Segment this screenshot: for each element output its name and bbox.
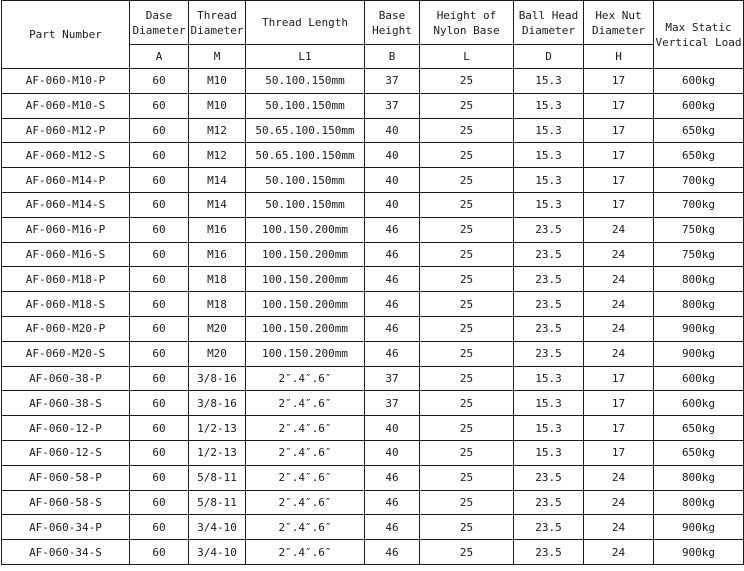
hex-nut-diameter-cell: 17 <box>584 192 654 217</box>
symbol-cell: L <box>420 45 514 69</box>
max-load-header <box>654 1 744 69</box>
base-height-cell: 40 <box>365 192 420 217</box>
ball-head-diameter-header <box>514 1 584 45</box>
thread-length-cell: 2″.4″.6″ <box>246 440 365 465</box>
base-diameter-cell: 60 <box>130 341 189 366</box>
nylon-base-height-cell: 25 <box>420 168 514 193</box>
ball-head-diameter-cell: 23.5 <box>514 292 584 317</box>
part-number-cell: AF-060-M12-P <box>2 118 130 143</box>
ball-head-diameter-cell: 23.5 <box>514 267 584 292</box>
thread-length-cell: 2″.4″.6″ <box>246 416 365 441</box>
hex-nut-diameter-cell: 17 <box>584 118 654 143</box>
part-number-cell: AF-060-M16-S <box>2 242 130 267</box>
part-number-cell: AF-060-12-P <box>2 416 130 441</box>
base-diameter-cell: 60 <box>130 192 189 217</box>
max-load-cell: 750kg <box>654 217 744 242</box>
base-diameter-cell: 60 <box>130 168 189 193</box>
part-number-header <box>2 1 130 69</box>
ball-head-diameter-cell: 15.3 <box>514 416 584 441</box>
symbol-cell: B <box>365 45 420 69</box>
max-load-cell: 700kg <box>654 192 744 217</box>
nylon-base-height-cell: 25 <box>420 366 514 391</box>
thread-diameter-cell: 5/8-11 <box>189 465 246 490</box>
part-number-cell: AF-060-M20-S <box>2 341 130 366</box>
base-diameter-cell: 60 <box>130 515 189 540</box>
thread-diameter-cell: M18 <box>189 267 246 292</box>
table-row <box>2 490 744 515</box>
hex-nut-diameter-cell: 17 <box>584 440 654 465</box>
nylon-base-height-cell: 25 <box>420 440 514 465</box>
thread-length-cell: 100.150.200mm <box>246 267 365 292</box>
nylon-base-height-cell: 25 <box>420 391 514 416</box>
part-number-cell: AF-060-M14-S <box>2 192 130 217</box>
base-height-cell: 40 <box>365 440 420 465</box>
header-row <box>2 1 744 45</box>
base-diameter-cell: 60 <box>130 69 189 94</box>
hex-nut-diameter-header <box>584 1 654 45</box>
thread-length-cell: 100.150.200mm <box>246 316 365 341</box>
max-load-cell: 800kg <box>654 267 744 292</box>
max-load-cell: 650kg <box>654 440 744 465</box>
part-number-cell: AF-060-M18-P <box>2 267 130 292</box>
nylon-base-height-cell: 25 <box>420 143 514 168</box>
base-diameter-cell: 60 <box>130 267 189 292</box>
part-number-cell: AF-060-12-S <box>2 440 130 465</box>
base-diameter-cell: 60 <box>130 143 189 168</box>
table-row <box>2 143 744 168</box>
max-load-cell: 650kg <box>654 118 744 143</box>
nylon-base-height-cell: 25 <box>420 93 514 118</box>
ball-head-diameter-cell: 15.3 <box>514 168 584 193</box>
hex-nut-diameter-cell: 17 <box>584 366 654 391</box>
base-diameter-cell: 60 <box>130 366 189 391</box>
header-line: Thread Length <box>261 16 349 29</box>
table-row <box>2 217 744 242</box>
nylon-base-height-cell: 25 <box>420 341 514 366</box>
base-diameter-cell: 60 <box>130 292 189 317</box>
base-height-cell: 40 <box>365 416 420 441</box>
table-row <box>2 416 744 441</box>
max-load-cell: 600kg <box>654 93 744 118</box>
part-number-cell: AF-060-38-P <box>2 366 130 391</box>
base-height-cell: 37 <box>365 93 420 118</box>
nylon-base-height-cell: 25 <box>420 515 514 540</box>
ball-head-diameter-cell: 23.5 <box>514 217 584 242</box>
ball-head-diameter-cell: 15.3 <box>514 118 584 143</box>
ball-head-diameter-cell: 15.3 <box>514 192 584 217</box>
max-load-cell: 800kg <box>654 292 744 317</box>
header-line: Diameter <box>522 23 575 37</box>
base-height-cell: 40 <box>365 143 420 168</box>
hex-nut-diameter-cell: 24 <box>584 292 654 317</box>
ball-head-diameter-cell: 23.5 <box>514 540 584 565</box>
header-line: Dase <box>145 8 173 22</box>
thread-length-cell: 100.150.200mm <box>246 217 365 242</box>
ball-head-diameter-cell: 15.3 <box>514 391 584 416</box>
thread-diameter-cell: M14 <box>189 168 246 193</box>
table-row <box>2 292 744 317</box>
max-load-cell: 650kg <box>654 143 744 168</box>
thread-length-cell: 50.100.150mm <box>246 93 365 118</box>
part-number-cell: AF-060-M10-S <box>2 93 130 118</box>
base-height-cell: 46 <box>365 540 420 565</box>
hex-nut-diameter-cell: 24 <box>584 267 654 292</box>
hex-nut-diameter-cell: 17 <box>584 143 654 168</box>
thread-diameter-cell: 1/2-13 <box>189 440 246 465</box>
ball-head-diameter-cell: 23.5 <box>514 316 584 341</box>
thread-length-cell: 100.150.200mm <box>246 242 365 267</box>
thread-diameter-header <box>189 1 246 45</box>
nylon-base-height-cell: 25 <box>420 540 514 565</box>
part-number-cell: AF-060-58-P <box>2 465 130 490</box>
table-row <box>2 69 744 94</box>
nylon-base-height-cell: 25 <box>420 316 514 341</box>
nylon-base-height-cell: 25 <box>420 465 514 490</box>
max-load-cell: 750kg <box>654 242 744 267</box>
hex-nut-diameter-cell: 24 <box>584 465 654 490</box>
table-row <box>2 267 744 292</box>
base-height-cell: 46 <box>365 465 420 490</box>
table-row <box>2 540 744 565</box>
thread-length-cell: 50.65.100.150mm <box>246 143 365 168</box>
ball-head-diameter-cell: 23.5 <box>514 465 584 490</box>
part-number-cell: AF-060-M18-S <box>2 292 130 317</box>
base-diameter-cell: 60 <box>130 416 189 441</box>
base-diameter-cell: 60 <box>130 490 189 515</box>
thread-diameter-cell: 3/4-10 <box>189 540 246 565</box>
nylon-base-height-cell: 25 <box>420 490 514 515</box>
nylon-base-height-header <box>420 1 514 45</box>
table-row <box>2 465 744 490</box>
max-load-cell: 900kg <box>654 316 744 341</box>
thread-length-cell: 50.65.100.150mm <box>246 118 365 143</box>
base-diameter-cell: 60 <box>130 391 189 416</box>
header-line: Diameter <box>132 23 186 37</box>
ball-head-diameter-cell: 15.3 <box>514 366 584 391</box>
thread-length-cell: 2″.4″.6″ <box>246 465 365 490</box>
thread-diameter-cell: M10 <box>189 69 246 94</box>
table-header <box>2 1 744 69</box>
header-line: Base <box>378 8 406 22</box>
base-diameter-cell: 60 <box>130 540 189 565</box>
thread-length-cell: 100.150.200mm <box>246 292 365 317</box>
part-number-cell: AF-060-M20-P <box>2 316 130 341</box>
base-height-cell: 46 <box>365 267 420 292</box>
table-row <box>2 118 744 143</box>
base-diameter-cell: 60 <box>130 465 189 490</box>
max-load-cell: 600kg <box>654 366 744 391</box>
symbol-cell: D <box>514 45 584 69</box>
thread-diameter-cell: M12 <box>189 118 246 143</box>
max-load-cell: 900kg <box>654 341 744 366</box>
base-height-cell: 46 <box>365 217 420 242</box>
base-height-cell: 46 <box>365 292 420 317</box>
header-line: Diameter <box>592 23 645 37</box>
thread-length-cell: 2″.4″.6″ <box>246 515 365 540</box>
thread-diameter-cell: M14 <box>189 192 246 217</box>
base-diameter-cell: 60 <box>130 242 189 267</box>
base-height-cell: 37 <box>365 366 420 391</box>
thread-length-cell: 2″.4″.6″ <box>246 391 365 416</box>
base-height-cell: 37 <box>365 69 420 94</box>
part-number-cell: AF-060-M14-P <box>2 168 130 193</box>
base-height-cell: 46 <box>365 242 420 267</box>
hex-nut-diameter-cell: 24 <box>584 217 654 242</box>
thread-diameter-cell: 3/4-10 <box>189 515 246 540</box>
nylon-base-height-cell: 25 <box>420 416 514 441</box>
nylon-base-height-cell: 25 <box>420 217 514 242</box>
thread-diameter-cell: M18 <box>189 292 246 317</box>
table-row <box>2 93 744 118</box>
hex-nut-diameter-cell: 24 <box>584 490 654 515</box>
symbol-cell: H <box>584 45 654 69</box>
spec-table <box>1 0 744 565</box>
nylon-base-height-cell: 25 <box>420 292 514 317</box>
header-line: Ball Head <box>518 8 579 22</box>
thread-diameter-cell: M16 <box>189 242 246 267</box>
thread-diameter-cell: M20 <box>189 341 246 366</box>
symbol-cell: M <box>189 45 246 69</box>
nylon-base-height-cell: 25 <box>420 118 514 143</box>
hex-nut-diameter-cell: 24 <box>584 540 654 565</box>
table-row <box>2 515 744 540</box>
base-diameter-cell: 60 <box>130 316 189 341</box>
thread-diameter-cell: 5/8-11 <box>189 490 246 515</box>
table-row <box>2 192 744 217</box>
table-row <box>2 440 744 465</box>
thread-length-cell: 100.150.200mm <box>246 341 365 366</box>
base-diameter-cell: 60 <box>130 217 189 242</box>
thread-diameter-cell: 3/8-16 <box>189 391 246 416</box>
symbol-cell: L1 <box>246 45 365 69</box>
thread-length-cell: 50.100.150mm <box>246 168 365 193</box>
ball-head-diameter-cell: 15.3 <box>514 440 584 465</box>
header-line: Max Static <box>665 20 732 34</box>
part-number-cell: AF-060-M16-P <box>2 217 130 242</box>
hex-nut-diameter-cell: 17 <box>584 93 654 118</box>
base-height-cell: 46 <box>365 341 420 366</box>
table-row <box>2 391 744 416</box>
thread-length-header <box>246 1 365 45</box>
header-line: Thread <box>197 8 237 22</box>
max-load-cell: 650kg <box>654 416 744 441</box>
hex-nut-diameter-cell: 24 <box>584 316 654 341</box>
hex-nut-diameter-cell: 17 <box>584 69 654 94</box>
table-row <box>2 242 744 267</box>
symbol-cell: A <box>130 45 189 69</box>
table-row <box>2 168 744 193</box>
ball-head-diameter-cell: 15.3 <box>514 143 584 168</box>
header-line: Nylon Base <box>433 23 500 37</box>
max-load-cell: 600kg <box>654 69 744 94</box>
base-height-cell: 40 <box>365 118 420 143</box>
ball-head-diameter-cell: 23.5 <box>514 490 584 515</box>
max-load-cell: 800kg <box>654 490 744 515</box>
thread-diameter-cell: 1/2-13 <box>189 416 246 441</box>
thread-length-cell: 2″.4″.6″ <box>246 490 365 515</box>
thread-diameter-cell: M10 <box>189 93 246 118</box>
table-row <box>2 366 744 391</box>
part-number-cell: AF-060-M10-P <box>2 69 130 94</box>
base-height-cell: 46 <box>365 316 420 341</box>
part-number-cell: AF-060-34-S <box>2 540 130 565</box>
ball-head-diameter-cell: 23.5 <box>514 242 584 267</box>
base-diameter-cell: 60 <box>130 93 189 118</box>
max-load-cell: 900kg <box>654 540 744 565</box>
max-load-cell: 700kg <box>654 168 744 193</box>
base-height-cell: 37 <box>365 391 420 416</box>
nylon-base-height-cell: 25 <box>420 192 514 217</box>
hex-nut-diameter-cell: 17 <box>584 391 654 416</box>
hex-nut-diameter-cell: 24 <box>584 515 654 540</box>
base-height-header <box>365 1 420 45</box>
header-line: Vertical Load <box>655 35 742 49</box>
thread-length-cell: 50.100.150mm <box>246 192 365 217</box>
hex-nut-diameter-cell: 17 <box>584 168 654 193</box>
ball-head-diameter-cell: 15.3 <box>514 93 584 118</box>
part-number-cell: AF-060-58-S <box>2 490 130 515</box>
part-number-header-label: Part Number <box>29 28 102 41</box>
thread-length-cell: 2″.4″.6″ <box>246 540 365 565</box>
nylon-base-height-cell: 25 <box>420 242 514 267</box>
max-load-cell: 600kg <box>654 391 744 416</box>
header-line: Diameter <box>190 23 244 37</box>
header-line: Height <box>372 23 412 37</box>
ball-head-diameter-cell: 15.3 <box>514 69 584 94</box>
ball-head-diameter-cell: 23.5 <box>514 515 584 540</box>
part-number-cell: AF-060-38-S <box>2 391 130 416</box>
table-body <box>2 69 744 565</box>
thread-diameter-cell: M20 <box>189 316 246 341</box>
thread-diameter-cell: M12 <box>189 143 246 168</box>
part-number-cell: AF-060-34-P <box>2 515 130 540</box>
table-row <box>2 316 744 341</box>
max-load-cell: 900kg <box>654 515 744 540</box>
max-load-cell: 800kg <box>654 465 744 490</box>
thread-length-cell: 50.100.150mm <box>246 69 365 94</box>
hex-nut-diameter-cell: 24 <box>584 242 654 267</box>
base-height-cell: 40 <box>365 168 420 193</box>
hex-nut-diameter-cell: 17 <box>584 416 654 441</box>
hex-nut-diameter-cell: 24 <box>584 341 654 366</box>
part-number-cell: AF-060-M12-S <box>2 143 130 168</box>
header-line: Hex Nut <box>595 8 642 22</box>
base-diameter-cell: 60 <box>130 440 189 465</box>
thread-diameter-cell: M16 <box>189 217 246 242</box>
nylon-base-height-cell: 25 <box>420 69 514 94</box>
thread-diameter-cell: 3/8-16 <box>189 366 246 391</box>
table-row <box>2 341 744 366</box>
base-diameter-header <box>130 1 189 45</box>
base-diameter-cell: 60 <box>130 118 189 143</box>
ball-head-diameter-cell: 23.5 <box>514 341 584 366</box>
base-height-cell: 46 <box>365 515 420 540</box>
thread-length-cell: 2″.4″.6″ <box>246 366 365 391</box>
base-height-cell: 46 <box>365 490 420 515</box>
nylon-base-height-cell: 25 <box>420 267 514 292</box>
header-line: Height of <box>436 8 497 22</box>
